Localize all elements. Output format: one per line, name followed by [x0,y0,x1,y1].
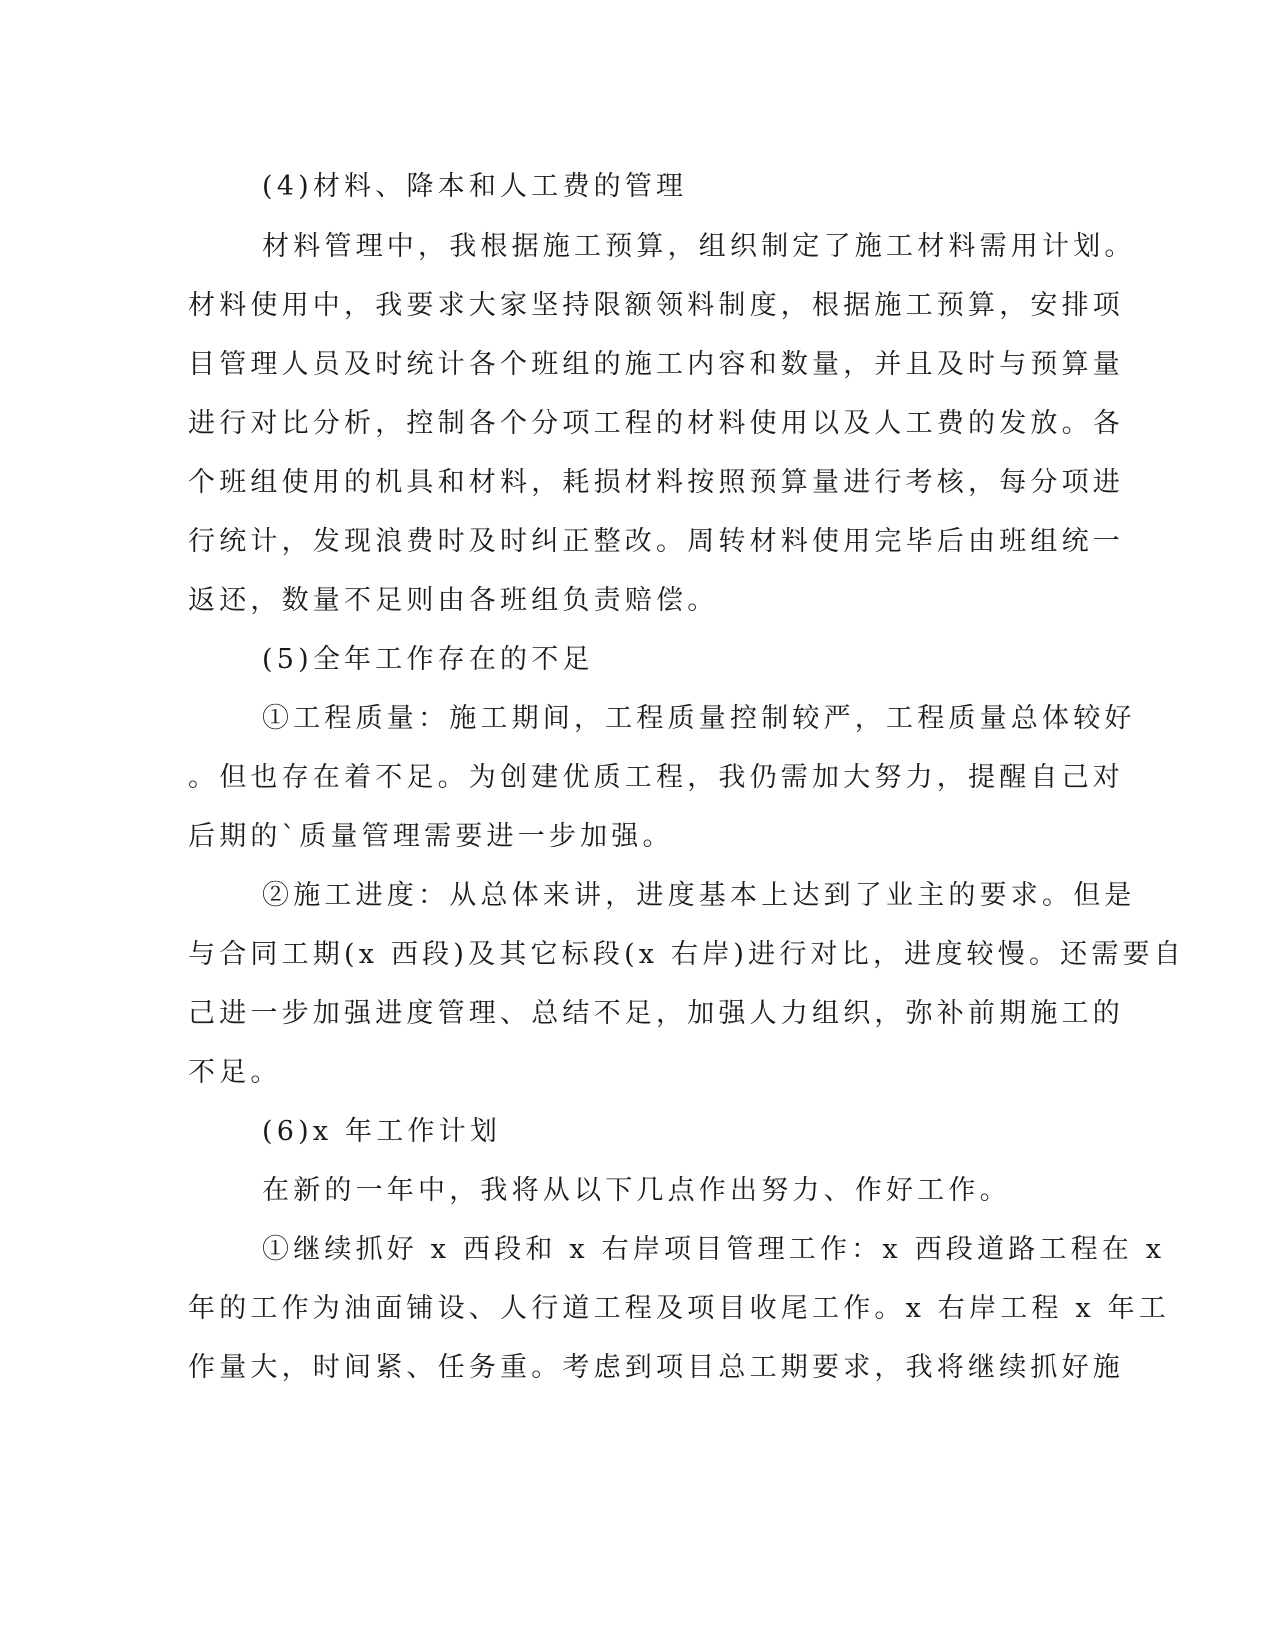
paragraph-line: 在新的一年中，我将从以下几点作出努力、作好工作。 [262,1175,1011,1206]
paragraph-line: ①工程质量：施工期间，工程质量控制较严，工程质量总体较好 [262,703,1136,734]
paragraph-line: 作量大，时间紧、任务重。考虑到项目总工期要求，我将继续抓好施 [188,1352,1124,1383]
paragraph-line: 目管理人员及时统计各个班组的施工内容和数量，并且及时与预算量 [188,349,1124,380]
paragraph-line: 不足。 [188,1057,282,1088]
paragraph-line: 与合同工期(x 西段)及其它标段(x 右岸)进行对比，进度较慢。还需要自 [188,939,1185,970]
heading-work-plan: (6)x 年工作计划 [262,1116,502,1147]
paragraph-line: 行统计，发现浪费时及时纠正整改。周转材料使用完毕后由班组统一 [188,526,1124,557]
paragraph-line: 进行对比分析，控制各个分项工程的材料使用以及人工费的发放。各 [188,408,1124,439]
paragraph-line: 后期的`质量管理需要进一步加强。 [188,821,674,852]
heading-shortcomings: (5)全年工作存在的不足 [262,644,594,675]
paragraph-line: 己进一步加强进度管理、总结不足，加强人力组织，弥补前期施工的 [188,998,1124,1029]
paragraph-line: ①继续抓好 x 西段和 x 右岸项目管理工作：x 西段道路工程在 x [262,1234,1166,1265]
heading-materials-cost-labor: (4)材料、降本和人工费的管理 [262,171,688,202]
paragraph-line: 返还，数量不足则由各班组负责赔偿。 [188,585,719,616]
paragraph-line: 材料使用中，我要求大家坚持限额领料制度，根据施工预算，安排项 [188,290,1124,321]
paragraph-line: 个班组使用的机具和材料，耗损材料按照预算量进行考核，每分项进 [188,467,1124,498]
paragraph-line: 材料管理中，我根据施工预算，组织制定了施工材料需用计划。 [262,231,1136,262]
paragraph-line: ②施工进度：从总体来讲，进度基本上达到了业主的要求。但是 [262,880,1136,911]
paragraph-line: 。但也存在着不足。为创建优质工程，我仍需加大努力，提醒自己对 [188,762,1124,793]
paragraph-line: 年的工作为油面铺设、人行道工程及项目收尾工作。x 右岸工程 x 年工 [188,1293,1171,1324]
